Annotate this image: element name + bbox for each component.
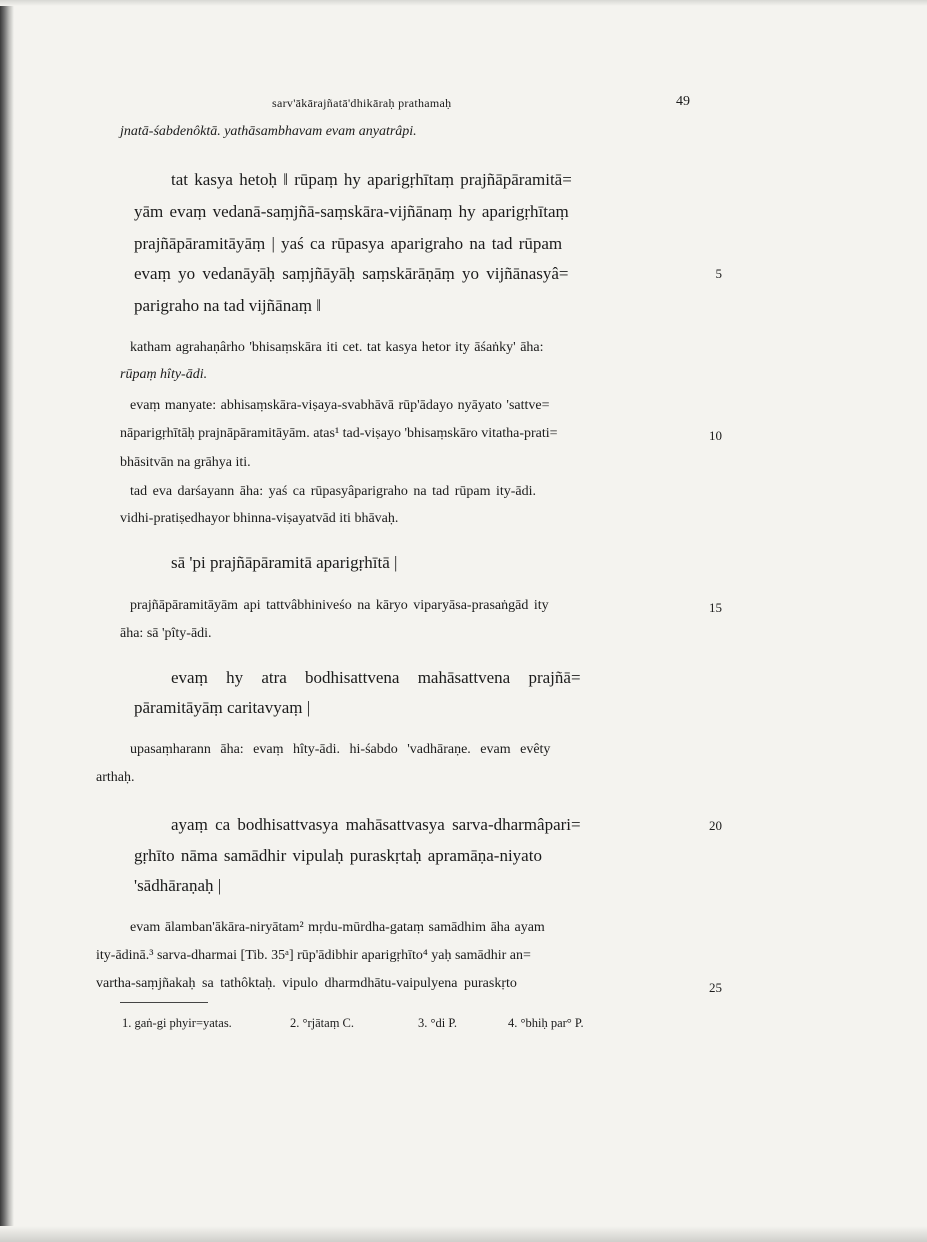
- root-text-line: gṛhīto nāma samādhir vipulaḥ puraskṛtaḥ apramāṇa-niyato: [134, 846, 542, 865]
- page-number: 49: [676, 94, 690, 109]
- root-text-line: 'sādhāraṇaḥ |: [134, 876, 222, 895]
- scan-bottom-edge: [0, 1226, 927, 1242]
- root-text-line: yām evaṃ vedanā-saṃjñā-saṃskāra-vijñānaṃ hy aparigṛhītaṃ: [134, 202, 569, 221]
- footnote: 1. gaṅ-gi phyir=yatas.: [122, 1016, 232, 1030]
- root-text-line: ayaṃ ca bodhisattvasya mahāsattvasya sarva-dharmâpari=: [171, 815, 581, 834]
- root-text-line: pāramitāyāṃ caritavyaṃ |: [134, 698, 311, 717]
- text-line: jnatā-śabdenôktā. yathāsambhavam evam anyatrâpi.: [120, 124, 417, 139]
- commentary-line: vartha-saṃjñakaḥ sa tathôktaḥ. vipulo dharmdhātu-vaipulyena puraskṛto: [96, 976, 517, 991]
- running-head: sarv'ākārajñatā'dhikāraḥ prathamaḥ: [272, 96, 452, 110]
- commentary-line: arthaḥ.: [96, 770, 135, 785]
- root-text-line: prajñāpāramitāyāṃ | yaś ca rūpasya aparigraho na tad rūpam: [134, 234, 563, 253]
- commentary-line: upasaṃharann āha: evaṃ hîty-ādi. hi-śabdo 'vadhāraṇe. evam evêty: [130, 742, 551, 757]
- commentary-line: vidhi-pratiṣedhayor bhinna-viṣayatvād iti bhāvaḥ.: [120, 511, 399, 526]
- line-number: 10: [709, 428, 722, 443]
- root-text-line: parigraho na tad vijñānaṃ ‖: [134, 296, 321, 315]
- footnote: 3. °di P.: [418, 1016, 458, 1030]
- commentary-line: rūpaṃ hîty-ādi.: [120, 367, 208, 382]
- commentary-line: bhāsitvān na grāhya iti.: [120, 455, 251, 470]
- scan-top-edge: [0, 0, 927, 6]
- commentary-line: evaṃ manyate: abhisaṃskāra-viṣaya-svabhāvā rūp'ādayo nyāyato 'sattve=: [130, 398, 550, 413]
- book-binding-shadow: [0, 0, 14, 1242]
- root-text-line: evaṃ yo vedanāyāḥ saṃjñāyāḥ saṃskārāṇāṃ yo vijñānasyâ=: [134, 264, 569, 283]
- commentary-line: evam ālamban'ākāra-niryātam² mṛdu-mūrdha-gataṃ samādhim āha ayam: [130, 920, 545, 935]
- commentary-line: katham agrahaṇârho 'bhisaṃskāra iti cet. tat kasya hetor ity āśaṅky' āha:: [130, 340, 544, 355]
- footnote: 4. °bhiḥ par° P.: [508, 1016, 584, 1030]
- footnote: 2. °rjātaṃ C.: [290, 1016, 355, 1030]
- commentary-line: āha: sā 'pîty-ādi.: [120, 626, 212, 641]
- line-number: 15: [709, 600, 722, 615]
- commentary-line: tad eva darśayann āha: yaś ca rūpasyâparigraho na tad rūpam ity-ādi.: [130, 484, 536, 499]
- line-number: 5: [715, 266, 722, 281]
- root-text-line: tat kasya hetoḥ ‖ rūpaṃ hy aparigṛhītaṃ prajñāpāramitā=: [171, 170, 572, 189]
- footnote-rule: [120, 1002, 208, 1003]
- root-text-line: sā 'pi prajñāpāramitā aparigṛhītā |: [171, 553, 398, 572]
- commentary-line: nāparigṛhītāḥ prajnāpāramitāyām. atas¹ tad-viṣayo 'bhisaṃskāro vitatha-prati=: [120, 426, 558, 441]
- line-number: 20: [709, 818, 722, 833]
- line-number: 25: [709, 980, 722, 995]
- root-text-line: evaṃ hy atra bodhisattvena mahāsattvena prajñā=: [171, 668, 581, 687]
- commentary-line: ity-ādinā.³ sarva-dharmai [Tib. 35ᵃ] rūp'ādibhir aparigṛhīto⁴ yaḥ samādhir an=: [96, 948, 531, 963]
- commentary-line: prajñāpāramitāyām api tattvâbhiniveśo na kāryo viparyāsa-prasaṅgād ity: [130, 598, 549, 613]
